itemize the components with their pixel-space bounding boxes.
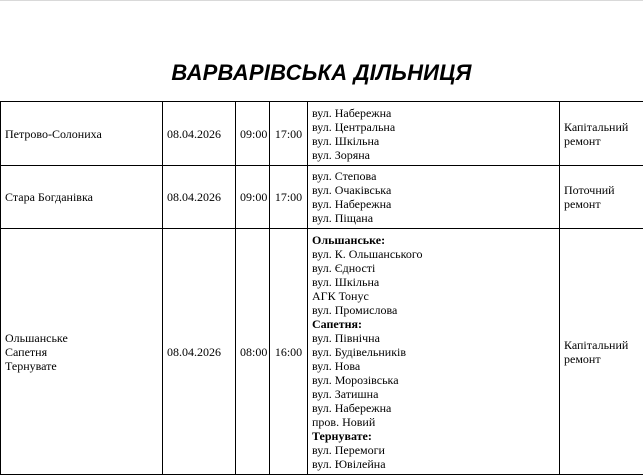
street-item: вул. Степова <box>312 169 377 183</box>
date-cell: 08.04.2026 <box>163 229 236 475</box>
settlement-group-heading: Сапетня: <box>312 316 363 331</box>
street-item: вул. Затишна <box>312 386 379 401</box>
streets-cell <box>308 229 560 475</box>
table-row <box>1 102 643 166</box>
start-time-cell: 08:00 <box>236 229 270 475</box>
settlement-name: Стара Богданівка <box>5 190 93 204</box>
work-type-cell: Капітальний ремонт <box>560 102 643 166</box>
settlement-name: Ольшанське <box>5 330 68 345</box>
street-item: вул. Промислова <box>312 302 398 317</box>
date-cell: 08.04.2026 <box>163 102 236 166</box>
settlement-group-heading: Тернувате: <box>312 428 372 443</box>
settlement-group-heading: Ольшанське: <box>312 232 386 247</box>
street-item: вул. Набережна <box>312 105 392 120</box>
street-item: вул. Набережна <box>312 197 392 211</box>
start-time-cell: 09:00 <box>236 166 270 229</box>
street-item: вул. Центральна <box>312 119 396 134</box>
street-item: вул. Нова <box>312 358 361 373</box>
settlement-name: Сапетня <box>5 344 48 359</box>
streets-cell <box>308 102 560 166</box>
date-cell: 08.04.2026 <box>163 166 236 229</box>
street-item: пров. Новий <box>312 414 376 429</box>
street-item: вул. Шкільна <box>312 133 380 148</box>
work-type-cell: Поточний ремонт <box>560 166 643 229</box>
streets-cell <box>308 166 560 229</box>
page-title: ВАРВАРІВСЬКА ДІЛЬНИЦЯ <box>171 60 472 85</box>
settlement-cell <box>1 102 163 166</box>
settlement-name: Петрово-Солониха <box>5 126 102 141</box>
work-type-cell: Капітальний ремонт <box>560 229 643 475</box>
street-item: вул. Піщана <box>312 211 374 225</box>
street-item: вул. Єдності <box>312 260 376 275</box>
street-item: вул. Шкільна <box>312 274 380 289</box>
end-time-cell: 17:00 <box>270 102 308 166</box>
street-item: вул. Морозівська <box>312 372 399 387</box>
street-item: вул. Очаківська <box>312 183 392 197</box>
settlement-cell <box>1 229 163 475</box>
start-time-cell: 09:00 <box>236 102 270 166</box>
street-item: вул. Ювілейна <box>312 456 386 471</box>
settlement-name: Тернувате <box>5 358 57 373</box>
outage-schedule-table <box>0 101 643 475</box>
end-time-cell: 16:00 <box>270 229 308 475</box>
street-item: вул. Північна <box>312 330 380 345</box>
settlement-cell <box>1 166 163 229</box>
schedule-body <box>1 102 643 475</box>
table-row <box>1 229 643 475</box>
top-divider <box>0 0 643 1</box>
street-item: вул. К. Ольшанського <box>312 246 423 261</box>
street-item: вул. Набережна <box>312 400 392 415</box>
street-item: АГК Тонус <box>312 288 369 303</box>
table-row <box>1 166 643 229</box>
street-item: вул. Будівельників <box>312 344 407 359</box>
street-item: вул. Перемоги <box>312 442 385 457</box>
end-time-cell: 17:00 <box>270 166 308 229</box>
street-item: вул. Зоряна <box>312 147 370 162</box>
